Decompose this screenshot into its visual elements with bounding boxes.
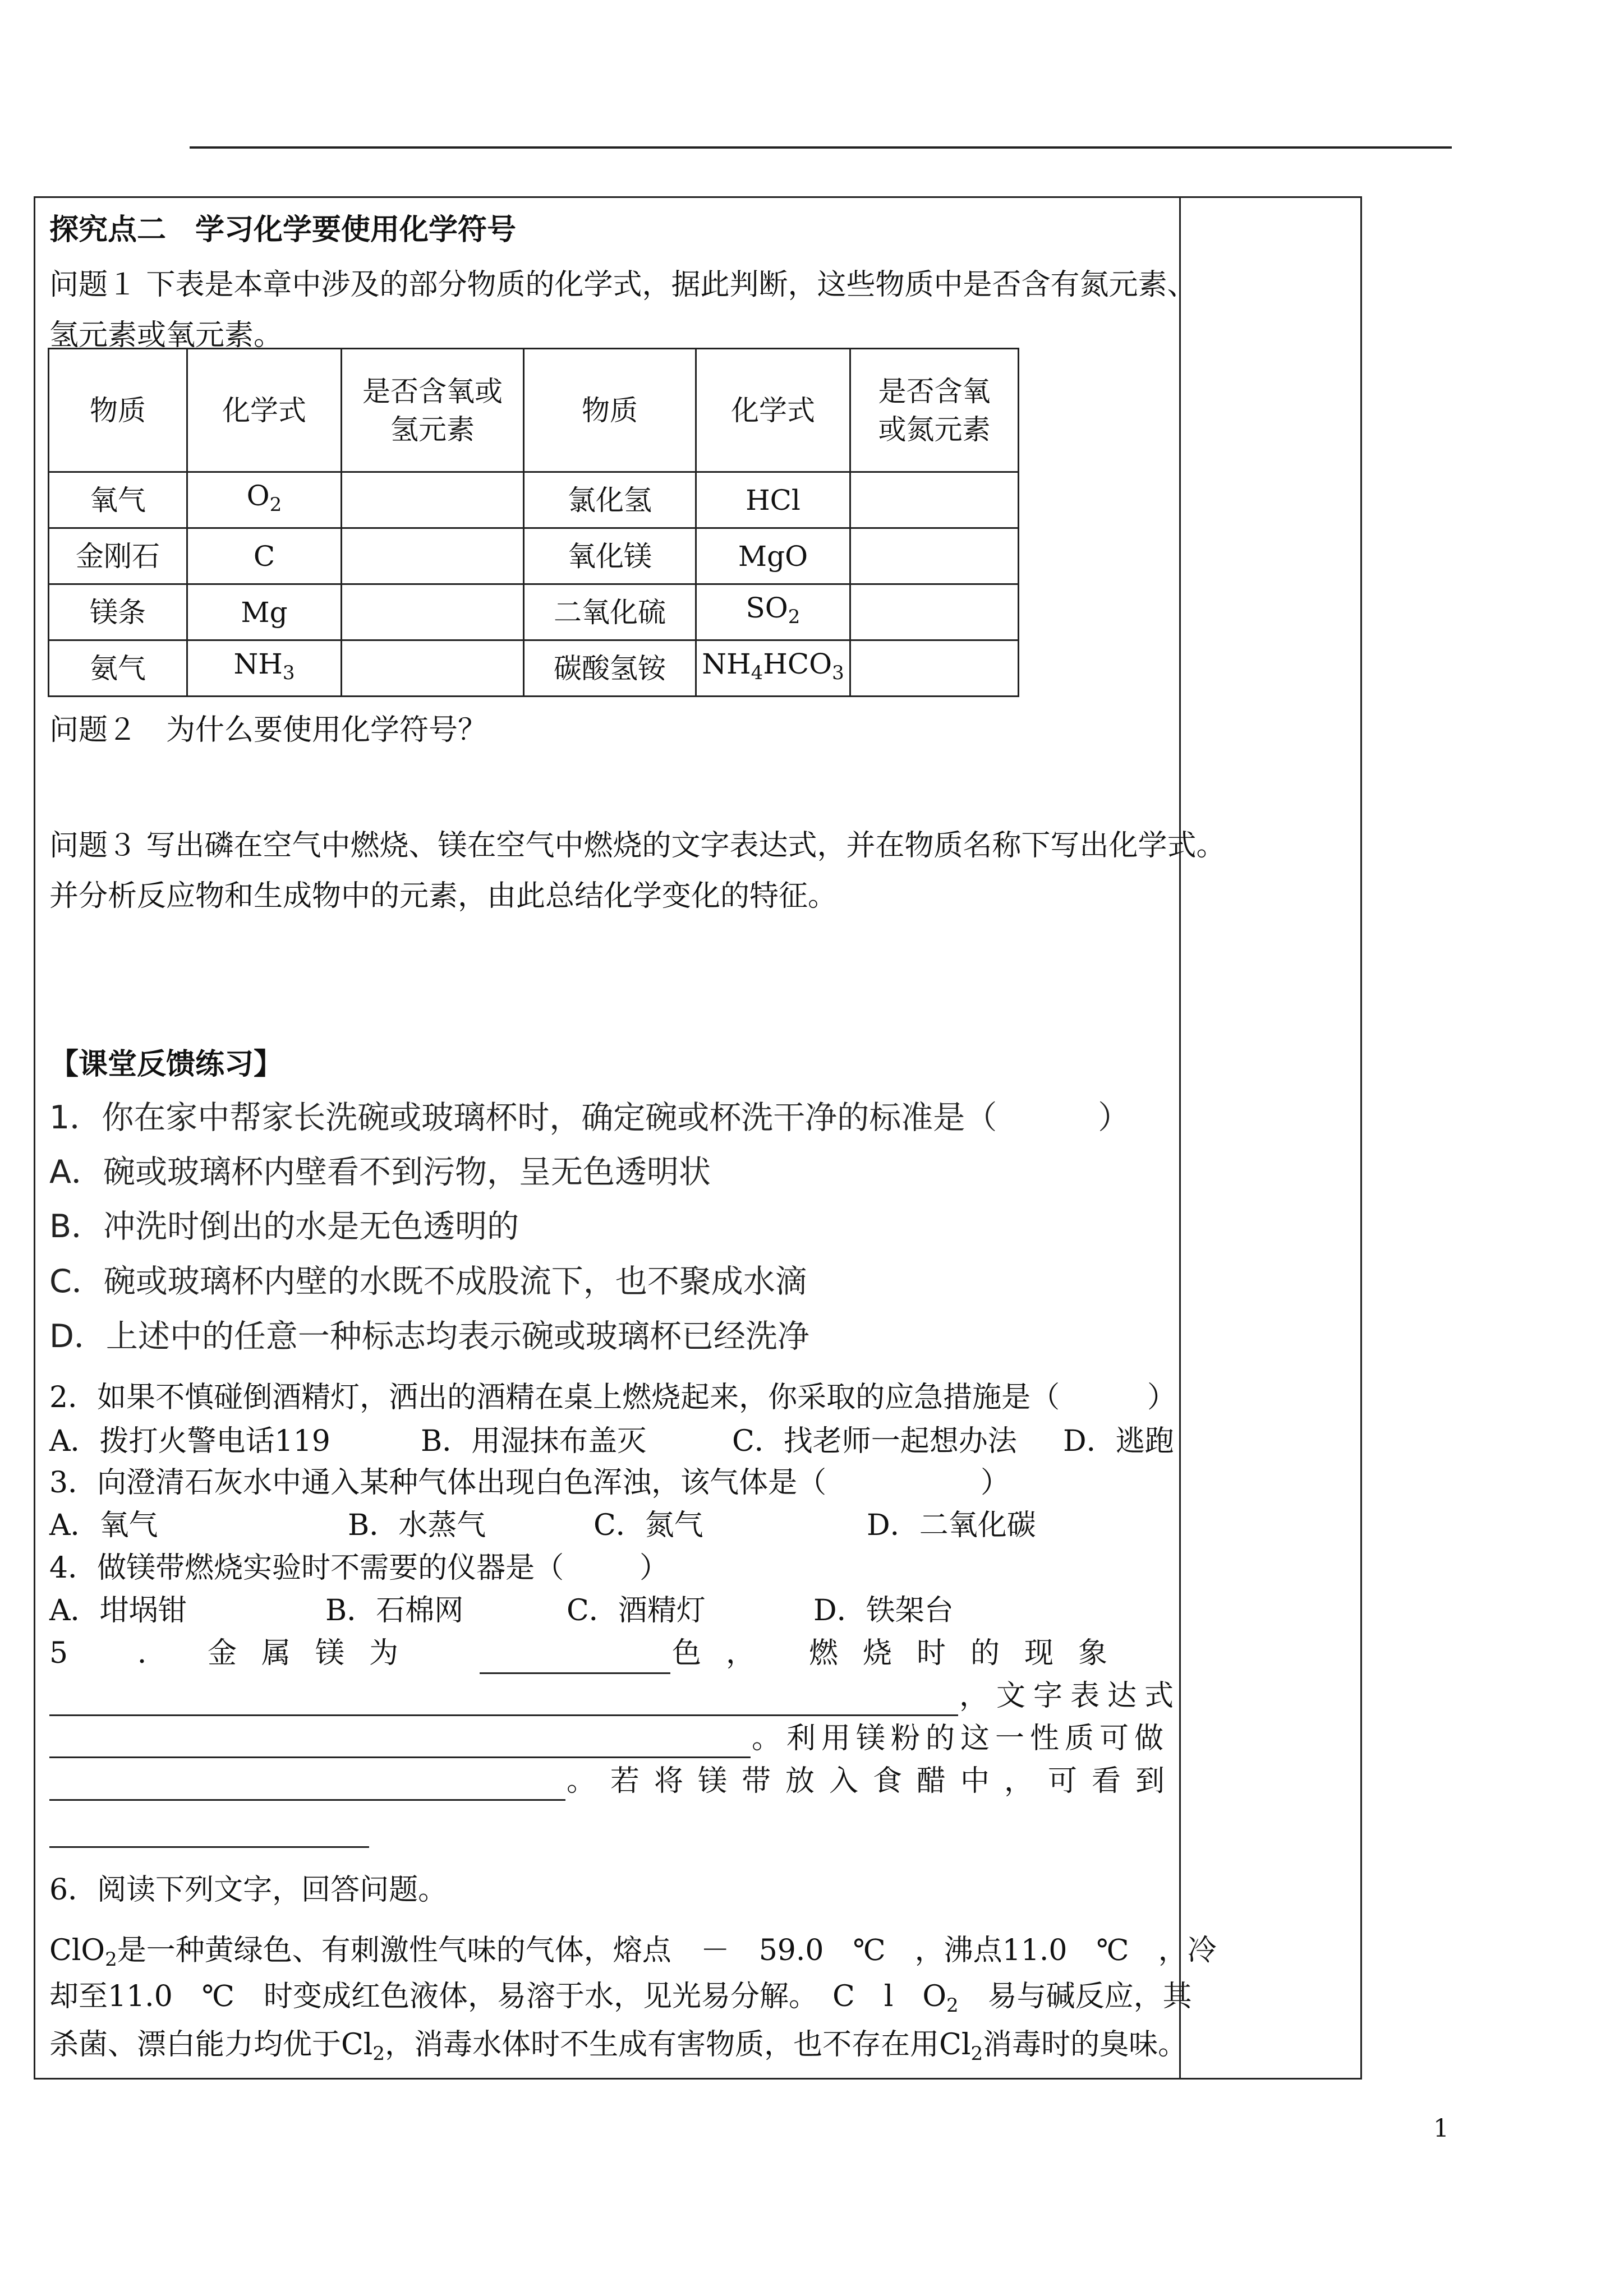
question-1-line-1: 问题１ 下表是本章中涉及的部分物质的化学式，据此判断，这些物质中是否含有氮元素、: [49, 268, 1197, 302]
exercise-1-stem: 1．你在家中帮家长洗碗或玻璃杯时，确定碗或杯洗干净的标准是（ ）: [49, 1099, 1130, 1136]
substance-name: 氨气: [49, 640, 187, 697]
exercise-4-option-d: D．铁架台: [813, 1594, 954, 1628]
exercise-2-close: ）: [1147, 1381, 1177, 1414]
formula: $O_2$: [187, 472, 342, 528]
answer-cell[interactable]: [850, 584, 1019, 640]
exercise-3-option-a: A．氧气: [49, 1509, 158, 1542]
formula: HCl: [696, 472, 850, 528]
substance-name: 氯化氢: [524, 472, 696, 528]
header-contains-o-n: 是否含氧 或氮元素: [850, 349, 1019, 472]
exercise-4-option-b: B．石棉网: [325, 1594, 464, 1628]
page-number: 1: [1433, 2114, 1449, 2143]
exercise-6-line-2: 却至11.0 ℃ 时变成红色液体，易溶于水，见光易分解。 C l $O_2$ 易与碱反应，其: [49, 1980, 1192, 2017]
exercise-4-option-c: C．酒精灯: [567, 1594, 706, 1628]
exercise-1-option-a: A．碗或玻璃杯内壁看不到污物，呈无色透明状: [49, 1154, 711, 1191]
notes-column-divider: [1179, 196, 1181, 2080]
formula: MgO: [696, 528, 850, 584]
answer-cell[interactable]: [342, 584, 524, 640]
substance-name: 氧气: [49, 472, 187, 528]
exercise-2-option-a: A．拨打火警电话119: [49, 1424, 330, 1458]
exercise-3-stem: 3．向澄清石灰水中通入某种气体出现白色浑浊，该气体是（: [49, 1466, 827, 1500]
substance-name: 镁条: [49, 584, 187, 640]
exercise-3-option-b: B．水蒸气: [348, 1509, 486, 1542]
answer-cell[interactable]: [850, 472, 1019, 528]
exercise-2-option-b: B．用湿抹布盖灭: [421, 1424, 647, 1458]
substance-name: 二氧化硫: [524, 584, 696, 640]
exercise-4-option-a: A．坩埚钳: [49, 1594, 187, 1628]
formula: $NH_4HCO_3$: [696, 640, 850, 697]
question-1-line-2: 氢元素或氧元素。: [49, 319, 283, 352]
exercise-5-blank-phenomenon[interactable]: [49, 1685, 958, 1716]
exercise-5-blank-equation[interactable]: [49, 1727, 751, 1758]
header-substance: 物质: [524, 349, 696, 472]
header-rule: [190, 146, 1452, 149]
header-formula: 化学式: [696, 349, 850, 472]
exercise-5-dot: ．: [137, 1636, 167, 1670]
exercise-1-option-d: D．上述中的任意一种标志均表示碗或玻璃杯已经洗净: [49, 1318, 809, 1355]
exercise-5-text-3: 燃烧时的现象: [809, 1636, 1133, 1670]
exercise-5-text-1: 金属镁为: [208, 1636, 424, 1670]
feedback-title: 【课堂反馈练习】: [49, 1047, 283, 1081]
formula: C: [187, 528, 342, 584]
question-3-line-1: 问题３ 写出磷在空气中燃烧、镁在空气中燃烧的文字表达式，并在物质名称下写出化学式。: [49, 829, 1226, 863]
exercise-5-blank-observation[interactable]: [49, 1817, 369, 1848]
exercise-3-option-c: C．氮气: [594, 1509, 703, 1542]
exercise-6-line-3: 杀菌、漂白能力均优于$Cl_2$，消毒水体时不生成有害物质，也不存在用$Cl_2$消毒时的臭味。: [49, 2028, 1188, 2065]
exercise-5-text-5: 。利用镁粉的这一性质可做: [752, 1722, 1170, 1755]
exercise-5-text-6: 。若将镁带放入食醋中，可看到: [567, 1764, 1180, 1798]
exercise-5-number: 5: [49, 1636, 68, 1670]
exercise-5-blank-use[interactable]: [49, 1770, 565, 1801]
table-row: [49, 472, 1019, 528]
section-title: 探究点二 学习化学要使用化学符号: [49, 213, 517, 247]
answer-cell[interactable]: [342, 472, 524, 528]
question-3-line-2: 并分析反应物和生成物中的元素，由此总结化学变化的特征。: [49, 879, 838, 913]
table-row: [49, 528, 1019, 584]
exercise-1-option-b: B．冲洗时倒出的水是无色透明的: [49, 1208, 519, 1245]
exercise-4-close: ）: [640, 1551, 669, 1585]
header-substance: 物质: [49, 349, 187, 472]
header-contains-o-h: 是否含氧或 氢元素: [342, 349, 524, 472]
substance-name: 碳酸氢铵: [524, 640, 696, 697]
exercise-5-blank-color[interactable]: [480, 1643, 670, 1674]
formula: $NH_3$: [187, 640, 342, 697]
exercise-2-stem: 2．如果不慎碰倒酒精灯，洒出的酒精在桌上燃烧起来，你采取的应急措施是（: [49, 1381, 1060, 1414]
exercise-5-text-4: ，文字表达式: [959, 1679, 1182, 1713]
table-row: [49, 640, 1019, 697]
exercise-2-option-c: C．找老师一起想办法: [732, 1424, 1017, 1458]
answer-cell[interactable]: [850, 528, 1019, 584]
exercise-5-text-2: 色，: [672, 1636, 780, 1670]
chemical-formula-table: [48, 348, 1019, 697]
exercise-4-stem: 4．做镁带燃烧实验时不需要的仪器是（: [49, 1551, 564, 1585]
formula: $SO_2$: [696, 584, 850, 640]
substance-name: 金刚石: [49, 528, 187, 584]
formula: Mg: [187, 584, 342, 640]
substance-name: 氧化镁: [524, 528, 696, 584]
answer-cell[interactable]: [850, 640, 1019, 697]
exercise-3-option-d: D．二氧化碳: [867, 1509, 1036, 1542]
exercise-6-stem: 6．阅读下列文字，回答问题。: [49, 1873, 448, 1907]
table-header-row: [49, 349, 1019, 472]
exercise-2-option-d: D．逃跑: [1063, 1424, 1174, 1458]
answer-cell[interactable]: [342, 640, 524, 697]
question-2: 问题２ 为什么要使用化学符号？: [49, 713, 487, 747]
exercise-1-option-c: C．碗或玻璃杯内壁的水既不成股流下，也不聚成水滴: [49, 1263, 807, 1300]
exercise-6-line-1: ClO$_2$是一种黄绿色、有刺激性气味的气体，熔点 － 59.0 ℃ ，沸点11.0 ℃ ，冷: [49, 1934, 1217, 1971]
answer-cell[interactable]: [342, 528, 524, 584]
header-formula: 化学式: [187, 349, 342, 472]
exercise-3-close: ）: [981, 1466, 1010, 1500]
table-row: [49, 584, 1019, 640]
